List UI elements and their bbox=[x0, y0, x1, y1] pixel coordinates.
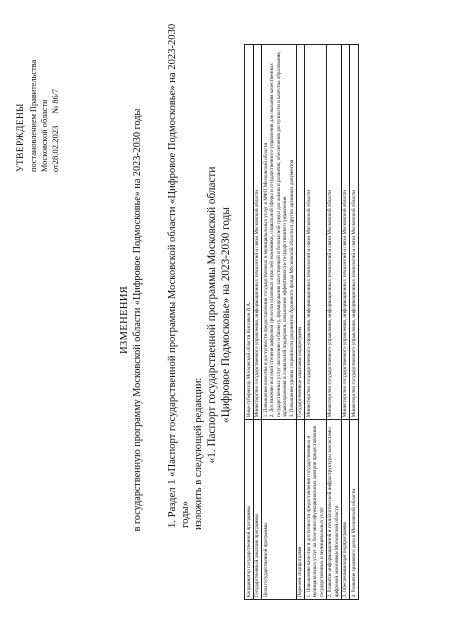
passport-table bbox=[244, 44, 359, 600]
table-row bbox=[253, 45, 262, 600]
approval-heading: УТВЕРЖДЕНЫ bbox=[16, 103, 26, 172]
table-row bbox=[350, 45, 359, 600]
row-value bbox=[296, 45, 305, 420]
row-label: Государственный заказчик программы bbox=[253, 419, 262, 599]
approval-dateline bbox=[50, 12, 61, 172]
document-title-block bbox=[118, 40, 144, 600]
row-label: Цели государственной программы bbox=[262, 419, 297, 599]
row-value bbox=[245, 45, 254, 420]
section-intro-line: изложить в следующей редакции: bbox=[193, 377, 204, 530]
document-subtitle: в государственную программу Московской области «Цифровое Подмосковье» на 2023-2030 годы bbox=[132, 108, 143, 532]
row-value-line: 1. Повышение качества и доступности предоставления государственных и муниципальных услуг в МФЦ Московской области bbox=[262, 142, 269, 418]
table-row bbox=[296, 45, 305, 600]
document-title: ИЗМЕНЕНИЯ bbox=[119, 285, 130, 355]
date-prefix: от bbox=[51, 164, 60, 172]
row-value bbox=[253, 45, 262, 420]
row-value bbox=[341, 45, 350, 420]
row-value-line: Министерство государственного управления, информационных технологий и связи Московской области bbox=[350, 190, 357, 418]
passport-table-body bbox=[245, 45, 359, 600]
table-row bbox=[262, 45, 297, 600]
passport-title-line: «1. Паспорт государственной программы Московской области bbox=[206, 166, 218, 464]
row-value bbox=[326, 45, 341, 420]
table-row bbox=[341, 45, 350, 600]
row-value-line: Министерство государственного управления, информационных технологий и связи Московской области bbox=[254, 190, 261, 418]
row-value-line: Министерство государственного управления, информационных технологий и связи Московской области bbox=[327, 190, 334, 418]
passport-table-wrap bbox=[244, 44, 359, 600]
approval-number: № 86/7 bbox=[51, 88, 60, 114]
row-label: 2. Развитие информационной и технологической инфраструктуры экосистемы цифровой экономики Московской области bbox=[326, 419, 341, 599]
row-label: 1. Повышение качества и доступности предоставления государственных и муниципальных услуг на базе многофункциональных центров предоставления государственных и муниципальных услуг bbox=[305, 419, 326, 599]
row-value-line: 2. Достижение высокой степени цифровой зрелости основных отраслей экономики, социальной сферы и государственного управления для оказания качественных государственных услуг населению и бизнесу, формирования качественной и безопасной среды для жизни и развития, обеспечения доступности и качества образования, здравоохранения и социальной поддержки, повышение эффективности государственного управления bbox=[269, 51, 289, 418]
section-intro bbox=[166, 8, 205, 528]
row-label: Перечень подпрограмм bbox=[296, 419, 305, 599]
row-value bbox=[305, 45, 326, 420]
approval-stamp bbox=[16, 12, 61, 172]
row-value-line: Государственные заказчики подпрограмм bbox=[297, 327, 304, 418]
row-value bbox=[262, 45, 297, 420]
row-value-line: 3. Повышение уровня сохранности документов Архивного фонда Московской области и других архивных документов bbox=[288, 159, 295, 418]
row-value-line: Министерство государственного управления, информационных технологий и связи Московской области bbox=[305, 190, 312, 418]
row-label: Координатор государственной программы bbox=[245, 419, 254, 599]
table-row bbox=[305, 45, 326, 600]
approval-line: постановлением Правительства bbox=[29, 59, 38, 172]
section-intro-line: 1. Раздел 1 «Паспорт государственной программы Московской области «Цифровое Подмосковье» на 2023-2030 годы» bbox=[167, 23, 191, 528]
passport-title bbox=[205, 50, 233, 580]
approval-date: 28.02.2023 bbox=[50, 125, 60, 165]
row-value bbox=[350, 45, 359, 420]
row-value-line: Министерство государственного управления, информационных технологий и связи Московской области bbox=[342, 190, 349, 418]
table-row bbox=[245, 45, 254, 600]
approval-line: Московской области bbox=[40, 99, 49, 172]
row-label: 3. Обеспечивающая подпрограмма bbox=[341, 419, 350, 599]
row-value-line: Вице-губернатор Московской области Кисляков И.А. bbox=[245, 301, 252, 418]
passport-title-line: «Цифровое Подмосковье» на 2023-2030 годы bbox=[220, 207, 232, 423]
row-label: 4. Развитие архивного дела в Московской области bbox=[350, 419, 359, 599]
table-row bbox=[326, 45, 341, 600]
